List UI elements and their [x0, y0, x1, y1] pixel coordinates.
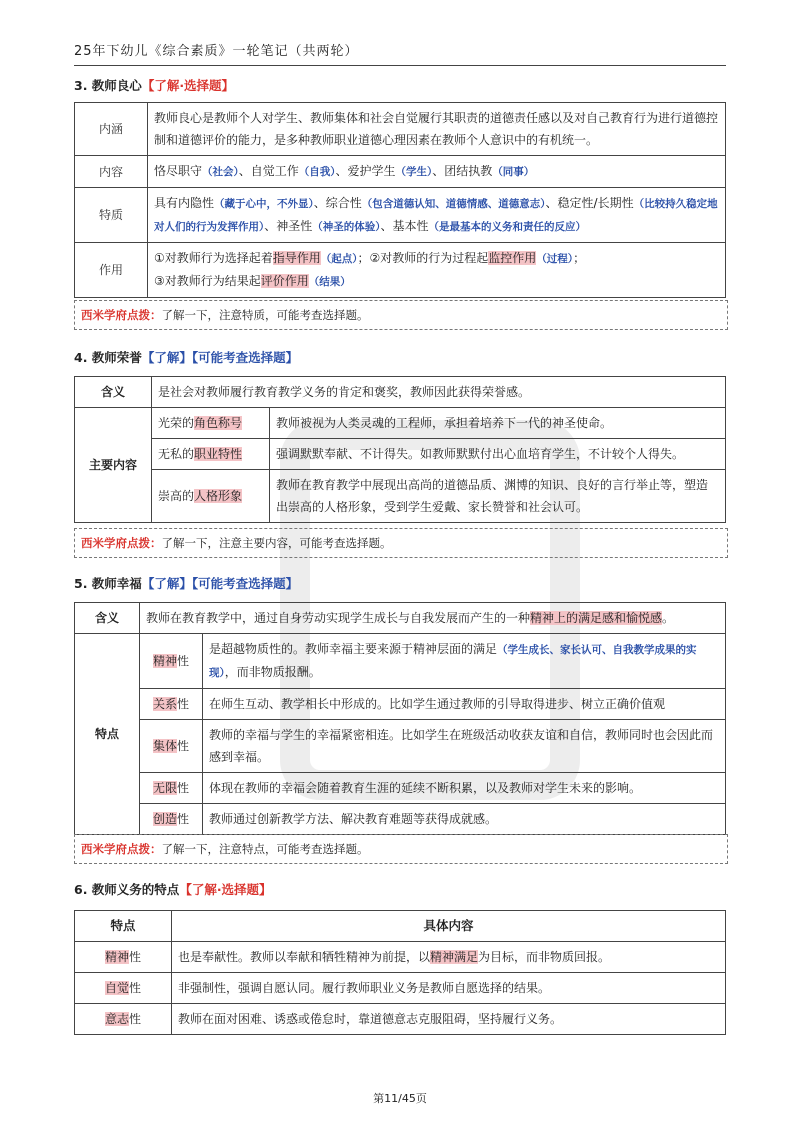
section-6-title: 6. 教师义务的特点【了解·选择题】 [74, 882, 272, 897]
item-label: 无限性 [140, 773, 203, 804]
column-header: 具体内容 [172, 911, 726, 942]
page-number: 第11/45页 [373, 1092, 427, 1105]
row-label: 含义 [75, 603, 140, 634]
page-header: 25年下幼儿《综合素质》一轮笔记（共两轮） [74, 40, 726, 66]
item-text: 也是奉献性。教师以奉献和牺牲精神为前提，以精神满足为目标，而非物质回报。 [172, 942, 726, 973]
item-text: 教师在面对困难、诱惑或倦怠时，靠道德意志克服阻碍，坚持履行义务。 [172, 1004, 726, 1035]
happiness-table [74, 602, 726, 835]
content-text: 恪尽职守（社会）、自觉工作（自我）、爱护学生（学生）、团结执教（同事） [148, 156, 726, 188]
item-text: 教师在教育教学中展现出高尚的道德品质、渊博的知识、良好的言行举止等，塑造出崇高的人格形象，受到学生爱戴、家长赞誉和社会认可。 [270, 470, 726, 523]
honor-table [74, 376, 726, 523]
column-header: 特点 [75, 911, 172, 942]
row-label: 特质 [75, 188, 148, 243]
tip-box: 西米学府点拨：了解一下，注意特质，可能考查选择题。 [74, 300, 728, 330]
row-label: 主要内容 [75, 408, 152, 523]
item-text: 体现在教师的幸福会随着教育生涯的延续不断积累，以及教师对学生未来的影响。 [203, 773, 726, 804]
item-label: 集体性 [140, 720, 203, 773]
item-text: 教师的幸福与学生的幸福紧密相连。比如学生在班级活动收获友谊和自信，教师同时也会因此而感到幸福。 [203, 720, 726, 773]
conscience-table [74, 102, 726, 298]
tip-box: 西米学府点拨：了解一下，注意特点，可能考查选择题。 [74, 834, 728, 864]
item-text: 教师通过创新教学方法、解决教育难题等获得成就感。 [203, 804, 726, 835]
item-text: 是超越物质性的。教师幸福主要来源于精神层面的满足（学生成长、家长认可、自我教学成果的实现），而非物质报酬。 [203, 634, 726, 689]
item-label: 关系性 [140, 689, 203, 720]
section-3-tag: 【了解·选择题】 [141, 78, 235, 93]
row-label: 内容 [75, 156, 148, 188]
row-label: 含义 [75, 377, 152, 408]
item-label: 精神性 [75, 942, 172, 973]
item-label: 崇高的人格形象 [152, 470, 270, 523]
duty-table [74, 910, 726, 1035]
item-label: 精神性 [140, 634, 203, 689]
section-3-heading: 3. 教师良心 [74, 78, 142, 93]
item-text: 教师被视为人类灵魂的工程师，承担着培养下一代的神圣使命。 [270, 408, 726, 439]
row-label: 作用 [75, 243, 148, 298]
row-label: 内涵 [75, 103, 148, 156]
definition-text: 教师良心是教师个人对学生、教师集体和社会自觉履行其职责的道德责任感以及对自己教育行为进行道德控制和道德评价的能力，是多种教师职业道德心理因素在教师个人意识中的有机统一。 [148, 103, 726, 156]
item-label: 创造性 [140, 804, 203, 835]
tip-box: 西米学府点拨：了解一下，注意主要内容，可能考查选择题。 [74, 528, 728, 558]
item-text: 在师生互动、教学相长中形成的。比如学生通过教师的引导取得进步、树立正确价值观 [203, 689, 726, 720]
definition-text: 教师在教育教学中，通过自身劳动实现学生成长与自我发展而产生的一种精神上的满足感和愉悦感。 [140, 603, 726, 634]
item-label: 光荣的角色称号 [152, 408, 270, 439]
definition-text: 是社会对教师履行教育教学义务的肯定和褒奖，教师因此获得荣誉感。 [152, 377, 726, 408]
item-text: 非强制性，强调自愿认同。履行教师职业义务是教师自愿选择的结果。 [172, 973, 726, 1004]
traits-text: 具有内隐性（藏于心中，不外显）、综合性（包含道德认知、道德情感、道德意志）、稳定性/长期性（比较持久稳定地对人们的行为发挥作用）、神圣性（神圣的体验）、基本性（是最基本的义务和责任的反应） [148, 188, 726, 243]
item-label: 无私的职业特性 [152, 439, 270, 470]
item-label: 自觉性 [75, 973, 172, 1004]
section-5-title: 5. 教师幸福【了解】【可能考查选择题】 [74, 576, 299, 591]
section-4-title: 4. 教师荣誉【了解】【可能考查选择题】 [74, 350, 299, 365]
row-label: 特点 [75, 634, 140, 835]
section-3-title [74, 76, 234, 94]
item-label: 意志性 [75, 1004, 172, 1035]
item-text: 强调默默奉献、不计得失。如教师默默付出心血培育学生，不计较个人得失。 [270, 439, 726, 470]
function-text: ①对教师行为选择起着指导作用（起点）；②对教师的行为过程起监控作用（过程）； ③对教师行为结果起评价作用（结果） [148, 243, 726, 298]
